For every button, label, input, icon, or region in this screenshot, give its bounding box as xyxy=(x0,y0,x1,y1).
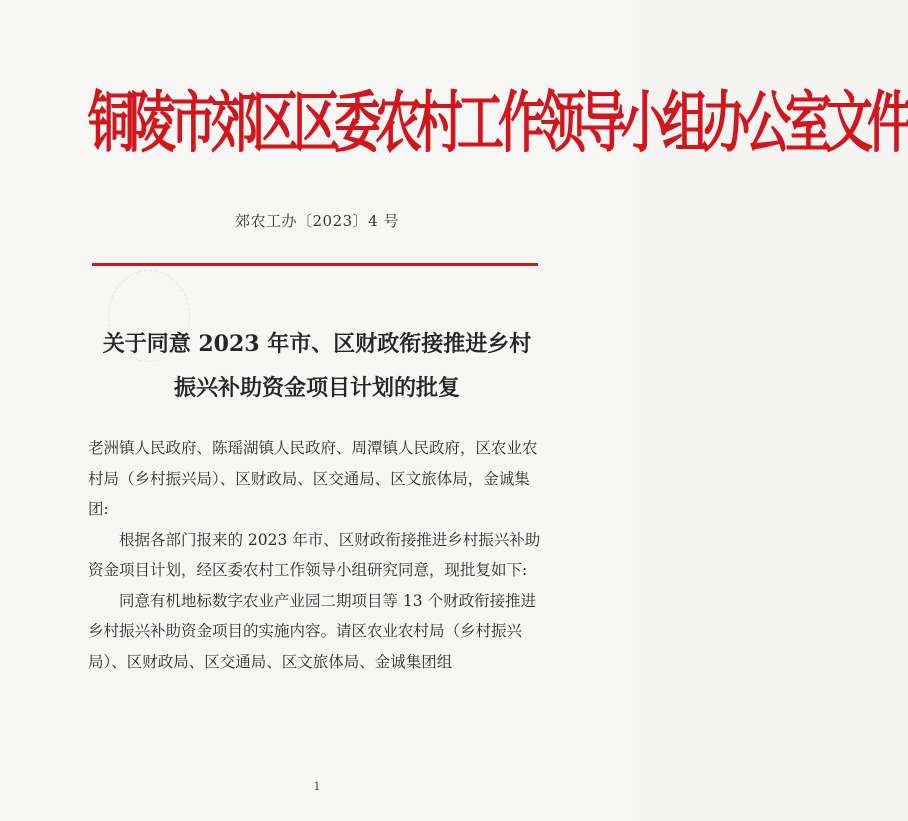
title-line-2: 振兴补助资金项目计划的批复 xyxy=(173,375,460,401)
issuer-header-title: 铜陵市郊区区委农村工作领导小组办公室文件 xyxy=(88,84,908,163)
page-number: 1 xyxy=(313,780,321,793)
recipients-paragraph: 老洲镇人民政府、陈瑶湖镇人民政府、周潭镇人民政府，区农业农村局（乡村振兴局）、区财政局、区交通局、区文旅体局，金诚集团: xyxy=(88,439,538,518)
body-paragraph-2: 同意有机地标数字农业产业园二期项目等 13 个财政衔接推进乡村振兴补助资金项目的实施内容。请区农业农村局（乡村振兴局）、区财政局、区交通局、区文旅体局、金诚集团组 xyxy=(88,591,537,671)
body-paragraph-1: 根据各部门报来的 2023 年市、区财政衔接推进乡村振兴补助资金项目计划，经区委农村工作领导小组研究同意，现批复如下: xyxy=(88,530,541,579)
document-body xyxy=(88,433,543,677)
document-title xyxy=(60,322,574,410)
document-number: 郊农工办〔2023〕4 号 xyxy=(235,212,399,230)
title-line-1: 关于同意 2023 年市、区财政衔接推进乡村 xyxy=(102,331,532,357)
red-separator-line xyxy=(92,263,538,266)
